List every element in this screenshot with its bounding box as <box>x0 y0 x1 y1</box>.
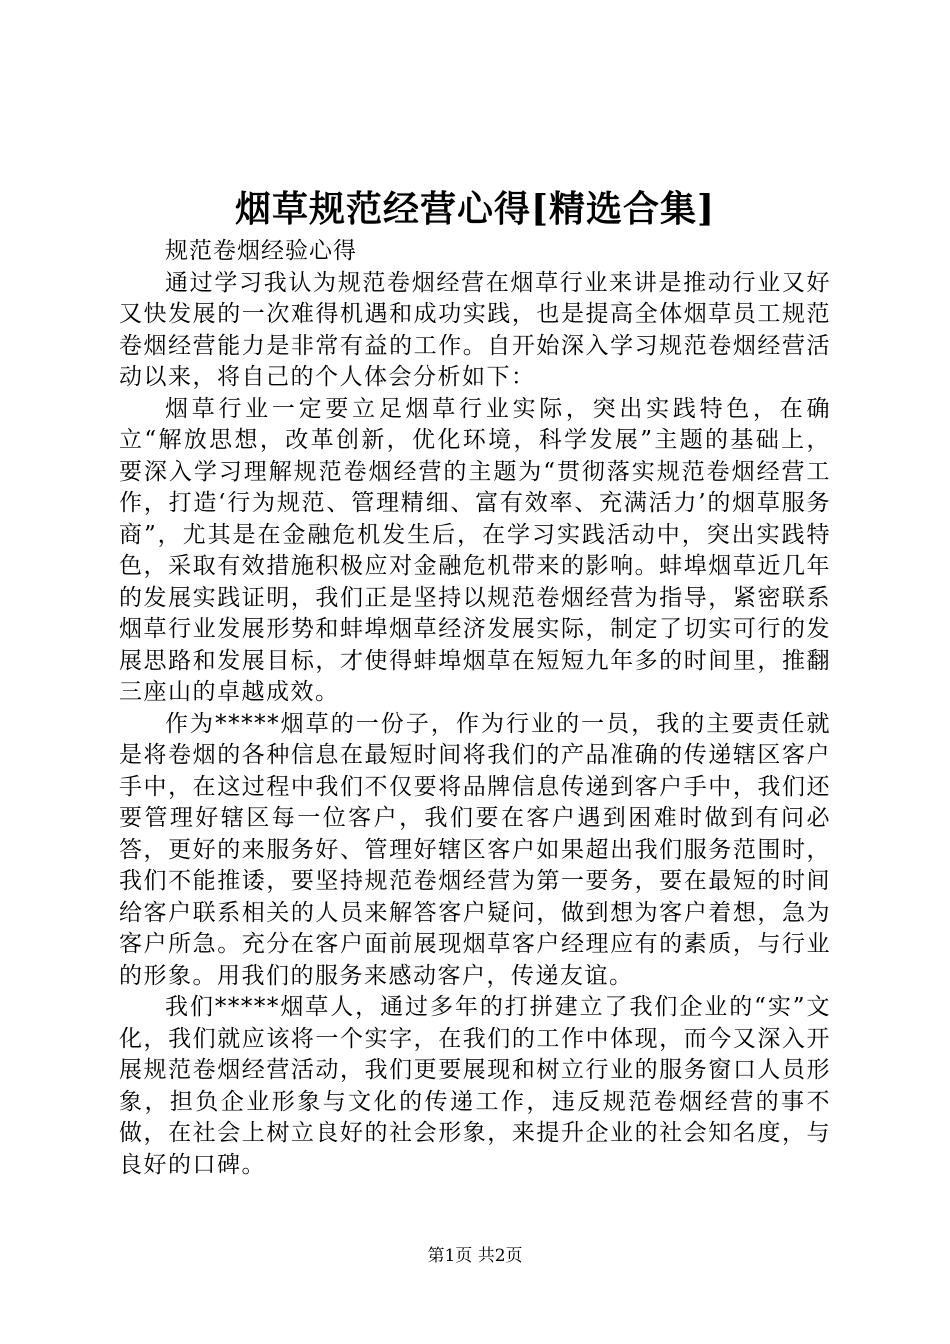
paragraph-2: 烟草行业一定要立足烟草行业实际，突出实践特色，在确立“解放思想，改革创新，优化环境，科学发展”主题的基础上，要深入学习理解规范卷烟经营的主题为“贯彻落实规范卷烟经营工作，打造‘行为规范、管理精细、富有效率、充满活力’的烟草服务商”，尤其是在金融危机发生后，在学习实践活动中，突出实践特色，采取有效措施积极应对金融危机带来的影响。蚌埠烟草近几年的发展实践证明，我们正是坚持以规范卷烟经营为指导，紧密联系烟草行业发展形势和蚌埠烟草经济发展实际，制定了切实可行的发展思路和发展目标，才使得蚌埠烟草在短短九年多的时间里，推翻三座山的卓越成效。 <box>119 395 831 705</box>
page-footer: 第1页 共2页 <box>427 1246 523 1266</box>
paragraph-3: 作为*****烟草的一份子，作为行业的一员，我的主要责任就是将卷烟的各种信息在最短时间将我们的产品准确的传递辖区客户手中，在这过程中我们不仅要将品牌信息传递到客户手中，我们还要管理好辖区每一位客户，我们要在客户遇到困难时做到有问必答，更好的来服务好、管理好辖区客户如果超出我们服务范围时，我们不能推诿，要坚持规范卷烟经营为第一要务，要在最短的时间给客户联系相关的人员来解答客户疑问，做到想为客户着想，急为客户所急。充分在客户面前展现烟草客户经理应有的素质，与行业的形象。用我们的服务来感动客户，传递友谊。 <box>119 710 831 989</box>
document-title: 烟草规范经营心得[精选合集] <box>234 188 716 230</box>
paragraph-4: 我们*****烟草人，通过多年的打拼建立了我们企业的“实”文化，我们就应该将一个实字，在我们的工作中体现，而今又深入开展规范卷烟经营活动，我们更要展现和树立行业的服务窗口人员形象，担负企业形象与文化的传递工作，违反规范卷烟经营的事不做，在社会上树立良好的社会形象，来提升企业的社会知名度，与良好的口碑。 <box>119 994 831 1178</box>
document-subtitle: 规范卷烟经验心得 <box>165 238 357 264</box>
document-body <box>119 236 831 1181</box>
paragraph-1: 通过学习我认为规范卷烟经营在烟草行业来讲是推动行业又好又快发展的一次难得机遇和成功实践，也是提高全体烟草员工规范卷烟经营能力是非常有益的工作。自开始深入学习规范卷烟经营活动以来，将自己的个人体会分析如下： <box>119 269 831 390</box>
